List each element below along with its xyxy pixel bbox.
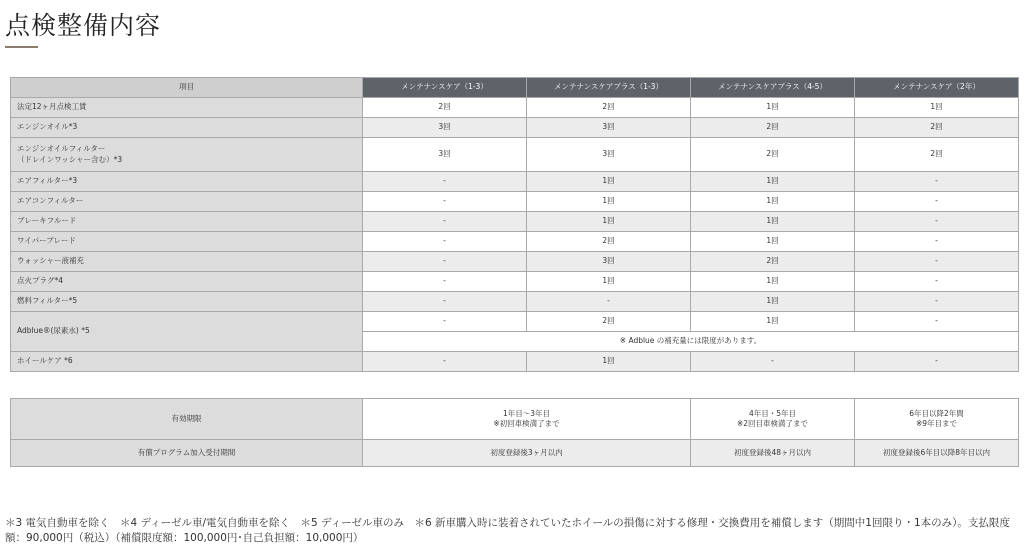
footnote: ＊3 電気自動車を除く ＊4 ディーゼル車/電気自動車を除く ＊5 ディーゼル車のみ ＊6 新車購入時に装着されていたホイールの損傷に対する修理・交換費用を補償します（期間中1回限り・1本のみ）。支払限度額：90,000円（税込）（補償限度額：100,000円･自己負担額：10,000円） xyxy=(5,517,1010,545)
cell-value: 3回 xyxy=(527,252,691,272)
cell-value: 3回 xyxy=(363,118,527,138)
cell-value: 2回 xyxy=(855,118,1019,138)
cell-value: - xyxy=(855,192,1019,212)
cell-value: - xyxy=(855,172,1019,192)
cell-value: 2回 xyxy=(527,98,691,118)
table-row xyxy=(11,292,1019,312)
cell-value: - xyxy=(363,252,527,272)
table-row xyxy=(11,192,1019,212)
cell-value: - xyxy=(855,252,1019,272)
cell-value: 2回 xyxy=(363,98,527,118)
cell-value: 2回 xyxy=(527,232,691,252)
row-label: ウォッシャー液補充 xyxy=(11,252,363,272)
cell-value: 2回 xyxy=(855,138,1019,172)
value-line: 6年目以降2年間 xyxy=(909,408,964,418)
cell-value: 1回 xyxy=(691,172,855,192)
row-label-line: （ドレインワッシャー含む）*3 xyxy=(17,154,123,164)
table-row xyxy=(11,272,1019,292)
cell-value: - xyxy=(855,352,1019,372)
cell-value: - xyxy=(363,212,527,232)
enrollment-period-value: 初度登録後6年目以降8年目以内 xyxy=(855,440,1019,467)
cell-value: - xyxy=(855,212,1019,232)
validity-period-value xyxy=(363,399,691,440)
enrollment-period-value: 初度登録後3ヶ月以内 xyxy=(363,440,691,467)
cell-value: 1回 xyxy=(527,212,691,232)
value-line: 1年目～3年目 xyxy=(502,408,551,418)
row-label: エアコンフィルター xyxy=(11,192,363,212)
cell-value: - xyxy=(363,292,527,312)
table-row xyxy=(11,399,1019,440)
plan-header-care-2yr: メンテナンスケア（2年） xyxy=(855,78,1019,98)
cell-value: 3回 xyxy=(363,138,527,172)
row-label: ブレーキフルード xyxy=(11,212,363,232)
cell-value: 2回 xyxy=(527,312,691,332)
cell-value: 2回 xyxy=(691,118,855,138)
cell-value: - xyxy=(363,232,527,252)
cell-value: 1回 xyxy=(691,192,855,212)
cell-value: 1回 xyxy=(527,192,691,212)
cell-value: 1回 xyxy=(691,232,855,252)
row-label xyxy=(11,138,363,172)
validity-period-value xyxy=(855,399,1019,440)
validity-table xyxy=(10,398,1019,467)
table-row xyxy=(11,98,1019,118)
table-row xyxy=(11,252,1019,272)
value-line: ※9年目まで xyxy=(915,419,958,428)
cell-value: - xyxy=(363,312,527,332)
maintenance-items-table xyxy=(10,77,1019,372)
cell-value: - xyxy=(855,232,1019,252)
enrollment-period-value: 初度登録後48ヶ月以内 xyxy=(691,440,855,467)
cell-value: 1回 xyxy=(527,272,691,292)
row-label: Adblue®(尿素水) *5 xyxy=(11,312,363,352)
row-label: エアフィルター*3 xyxy=(11,172,363,192)
cell-value: 1回 xyxy=(855,98,1019,118)
table-row xyxy=(11,138,1019,172)
plan-header-care-plus-4-5: メンテナンスケアプラス（4-5） xyxy=(691,78,855,98)
table-row xyxy=(11,118,1019,138)
plan-header-care-1-3: メンテナンスケア（1-3） xyxy=(363,78,527,98)
validity-period-value xyxy=(691,399,855,440)
cell-value: 3回 xyxy=(527,118,691,138)
table-row xyxy=(11,312,1019,332)
title-underline xyxy=(5,46,38,48)
plan-header-care-plus-1-3: メンテナンスケアプラス（1-3） xyxy=(527,78,691,98)
cell-value: - xyxy=(363,192,527,212)
value-line: ※初回車検満了まで xyxy=(493,419,560,428)
table-row xyxy=(11,352,1019,372)
value-line: 4年目・5年目 xyxy=(748,408,797,418)
cell-value: - xyxy=(363,172,527,192)
table-row xyxy=(11,440,1019,467)
row-label: ホイールケア *6 xyxy=(11,352,363,372)
cell-value: 1回 xyxy=(691,272,855,292)
cell-value: 1回 xyxy=(691,212,855,232)
row-label: ワイパーブレード xyxy=(11,232,363,252)
cell-value: - xyxy=(527,292,691,312)
cell-value: 2回 xyxy=(691,138,855,172)
enrollment-period-label: 有償プログラム加入受付期間 xyxy=(11,440,363,467)
value-line: ※2回目車検満了まで xyxy=(736,419,809,428)
cell-value: 1回 xyxy=(527,172,691,192)
cell-value: 2回 xyxy=(691,252,855,272)
cell-value: - xyxy=(855,312,1019,332)
item-column-header: 項目 xyxy=(11,78,363,98)
row-label: 燃料フィルター*5 xyxy=(11,292,363,312)
cell-value: - xyxy=(363,272,527,292)
table-row xyxy=(11,212,1019,232)
cell-value: - xyxy=(855,272,1019,292)
row-label: 点火プラグ*4 xyxy=(11,272,363,292)
validity-period-label: 有効期限 xyxy=(11,399,363,440)
table-row xyxy=(11,232,1019,252)
cell-value: - xyxy=(855,292,1019,312)
row-label: 法定12ヶ月点検工賃 xyxy=(11,98,363,118)
cell-value: 3回 xyxy=(527,138,691,172)
table-row xyxy=(11,172,1019,192)
cell-value: - xyxy=(363,352,527,372)
cell-value: 1回 xyxy=(691,312,855,332)
row-label: エンジンオイル*3 xyxy=(11,118,363,138)
row-label-line: エンジンオイルフィルター xyxy=(17,144,106,154)
cell-value: 1回 xyxy=(691,98,855,118)
table-header-row xyxy=(11,78,1019,98)
cell-value: 1回 xyxy=(527,352,691,372)
cell-value: 1回 xyxy=(691,292,855,312)
cell-value: - xyxy=(691,352,855,372)
page-title: 点検整備内容 xyxy=(5,11,162,40)
adblue-note: ※ Adblue の補充量には限度があります。 xyxy=(363,332,1019,352)
